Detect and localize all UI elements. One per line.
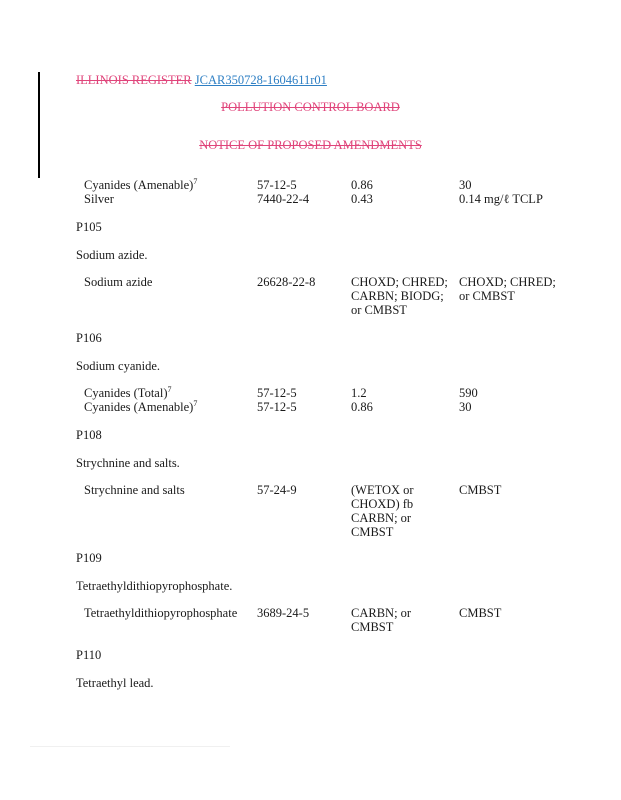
cas-number: 57-12-5	[257, 400, 297, 414]
wastewater-standard: CARBN; or	[351, 511, 412, 525]
wastewater-standard: or CMBST	[351, 303, 407, 317]
cas-number: 57-24-9	[257, 483, 297, 497]
waste-code: P109	[76, 551, 102, 565]
nonwastewater-standard: 590	[459, 386, 478, 400]
wastewater-standard: CARBN; or	[351, 606, 412, 620]
board-header: POLLUTION CONTROL BOARD	[221, 100, 400, 114]
waste-description: Tetraethyldithiopyrophosphate.	[76, 579, 233, 593]
constituent-name: Cyanides (Amenable)$^7$	[84, 176, 198, 192]
register-header	[76, 73, 327, 88]
cas-number: 3689-24-5	[257, 606, 310, 620]
wastewater-standard: (WETOX or	[351, 483, 414, 497]
wastewater-standard: 0.43	[351, 192, 373, 206]
constituent-name: Strychnine and salts	[84, 483, 185, 497]
notice-header: NOTICE OF PROPOSED AMENDMENTS	[199, 138, 422, 152]
waste-code: P105	[76, 220, 102, 234]
nonwastewater-standard: or CMBST	[459, 289, 515, 303]
nonwastewater-standard: CMBST	[459, 606, 502, 620]
constituent-name: Tetraethyldithiopyrophosphate	[84, 606, 238, 620]
footnote-marker: 7	[167, 384, 172, 394]
wastewater-standard: CARBN; BIODG;	[351, 289, 444, 303]
constituent-name: Cyanides (Amenable)$^7$	[84, 398, 198, 414]
wastewater-standard: CMBST	[351, 620, 394, 634]
wastewater-standard: CHOXD; CHRED;	[351, 275, 448, 289]
nonwastewater-standard: 0.14 mg/ℓ TCLP	[459, 192, 543, 206]
constituent-name: Cyanides (Total)$^7$	[84, 384, 172, 400]
constituent-name: Sodium azide	[84, 275, 153, 289]
nonwastewater-standard: CHOXD; CHRED;	[459, 275, 556, 289]
cas-number: 57-12-5	[257, 386, 297, 400]
footnote-marker: 7	[193, 176, 198, 186]
footnote-marker: 7	[193, 398, 198, 408]
cas-number: 7440-22-4	[257, 192, 310, 206]
wastewater-standard: 0.86	[351, 178, 373, 192]
cas-number: 26628-22-8	[257, 275, 316, 289]
waste-code: P108	[76, 428, 102, 442]
nonwastewater-standard: 30	[459, 178, 472, 192]
wastewater-standard: 0.86	[351, 400, 373, 414]
waste-description: Sodium cyanide.	[76, 359, 161, 373]
cas-number: 57-12-5	[257, 178, 297, 192]
wastewater-standard: CMBST	[351, 525, 394, 539]
constituent-name: Silver	[84, 192, 114, 206]
wastewater-standard: CHOXD) fb	[351, 497, 414, 511]
wastewater-standard: 1.2	[351, 386, 367, 400]
waste-description: Tetraethyl lead.	[76, 676, 154, 690]
jcar-inserted-text: JCAR350728-1604611r01	[194, 73, 327, 87]
nonwastewater-standard: 30	[459, 400, 472, 414]
waste-description: Strychnine and salts.	[76, 456, 180, 470]
waste-code: P106	[76, 331, 102, 345]
waste-code: P110	[76, 648, 102, 662]
register-struck-text: ILLINOIS REGISTER	[76, 73, 192, 87]
waste-description: Sodium azide.	[76, 248, 148, 262]
nonwastewater-standard: CMBST	[459, 483, 502, 497]
footer-divider	[30, 746, 230, 747]
revision-change-bar	[38, 72, 40, 178]
